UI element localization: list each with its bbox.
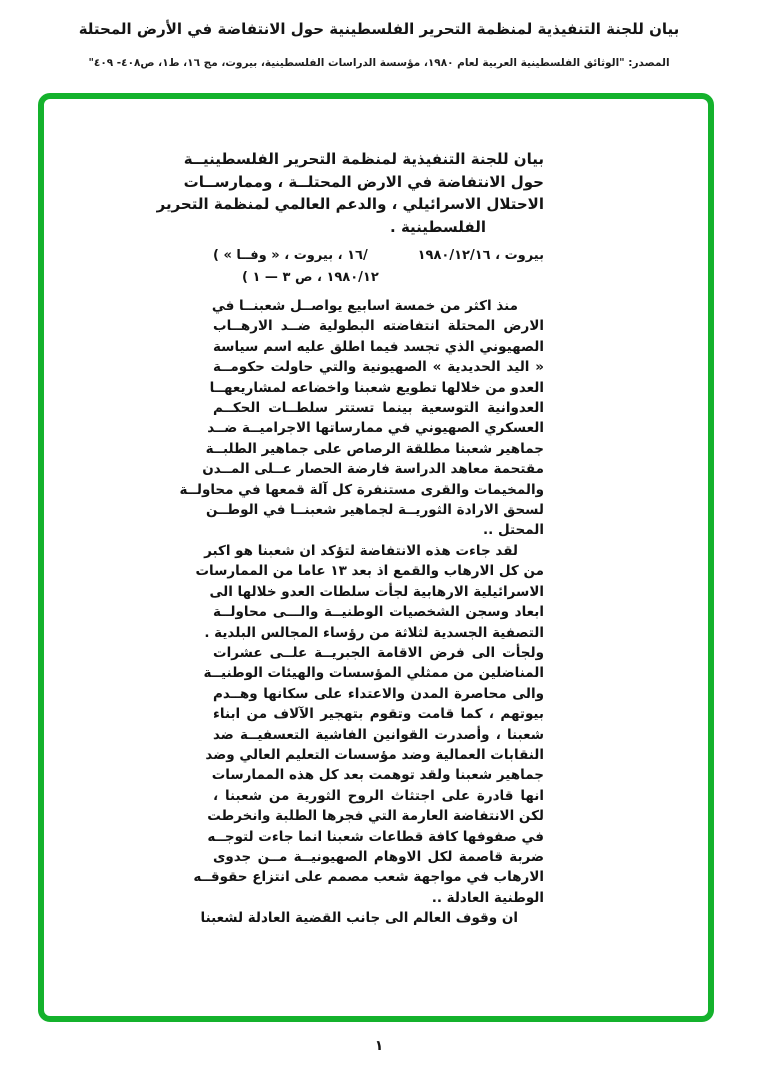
- text-line: مقتحمة معاهد الدراسة فارضة الحصار عــلى المــدن: [202, 461, 544, 478]
- document-title-line: بيان للجنة التنفيذية لمنظمة التحرير الفلسطينيــة: [183, 150, 544, 168]
- document-title-line: حول الانتفاضة في الارض المحتلــة ، وممارســات: [183, 172, 544, 191]
- text-line: « اليد الحديدية » الصهيونية والتي حاولت حكومــة: [213, 359, 544, 376]
- text-line: من كل الارهاب والقمع اذ بعد ١٣ عاما من الممارسات: [195, 563, 544, 580]
- citation-token: ص: [294, 270, 313, 285]
- citation-token: » ،: [266, 248, 294, 263]
- text-line: ولجأت الى فرض الاقامة الجبريــة علــى عشرات: [213, 644, 544, 661]
- text-line: الارهاب في مواجهة شعب مصمم على انتزاع حقوقــه: [193, 869, 544, 886]
- citation-token: وفــا: [236, 248, 267, 263]
- text-line: انها قادرة على اجتثاث الروح الثورية من شعبنا ،: [213, 787, 544, 804]
- text-line: العدوانية التوسعية بينما تستتر سلطــات الحكــم: [213, 400, 544, 417]
- text-line: جماهير شعبنا ولقد توهمت بعد كل هذه الممارسات: [211, 767, 544, 784]
- text-line: الوطنية العادلة ..: [431, 889, 544, 906]
- text-line: الارض المحتلة انتفاضته البطولية ضــد الارهــاب: [213, 318, 544, 335]
- text-line: المحتل ..: [483, 522, 544, 539]
- text-line: المناضلين من ممثلي المؤسسات والهيئات الوطنيــة: [203, 665, 544, 682]
- citation-token: ١٩٨٠/١٢: [326, 270, 379, 285]
- citation-token: بيروت: [293, 248, 334, 263]
- dateline-row: [213, 245, 544, 267]
- text-line: ابعاد وسجن الشخصيات الوطنيــة والـــى محاولــة: [213, 604, 544, 621]
- dateline-block: [213, 245, 544, 289]
- text-line: الاسرائيلية الارهابية لجأت سلطات العدو خلالها الى: [209, 583, 544, 600]
- document-body: [156, 148, 544, 929]
- document-title-block: [156, 148, 544, 238]
- paragraph-1: [179, 296, 544, 541]
- paragraph-3: [200, 908, 544, 928]
- text-line: لسحق الارادة الثوريــة لجماهير شعبنــا في الوطــن: [206, 502, 544, 519]
- source-citation-line: المصدر: "الوثائق الفلسطينية العربية لعام ١٩٨٠، مؤسسة الدراسات الفلسطينية، بيروت، مج ١٦، ط١، ص٤٠٨- ٤٠٩": [88, 57, 670, 69]
- document-title-line: الاحتلال الاسرائيلي ، والدعم العالمي لمنظمة التحرير: [156, 195, 544, 213]
- text-line: في صفوفها كافة قطاعات شعبنا انما جاءت لتوجــه: [207, 828, 544, 845]
- paragraph-2: [193, 541, 544, 908]
- text-line: لقد جاءت هذه الانتفاضة لتؤكد ان شعبنا هو اكبر: [204, 542, 518, 559]
- text-line: جماهير شعبنا مطلقة الرصاص على جماهير الطلبــة: [205, 440, 544, 457]
- text-line: الصهيوني الذي تجسد فيما اطلق عليه اسم سياسة: [213, 338, 544, 355]
- page-number: ١: [374, 1038, 384, 1054]
- citation-token: ( «: [213, 248, 237, 263]
- text-line: والمخيمات والقرى مستنفرة كل آلة قمعها في محاولــة: [179, 481, 544, 498]
- text-line: العدو من خلالها تطويع شعبنا واخضاعه لمشاريعهــا: [209, 379, 544, 396]
- text-line: منذ اكثر من خمسة اسابيع يواصــل شعبنــا في: [211, 298, 518, 314]
- citation-token: ،: [312, 270, 327, 285]
- text-line: التصفية الجسدية لثلاثة من رؤساء المجالس البلدية .: [204, 624, 544, 641]
- text-line: شعبنا ، وأصدرت القوانين الفاشية التعسفيــة ضد: [213, 726, 544, 743]
- agency-citation-end: [213, 267, 544, 289]
- document-title-line: الفلسطينية .: [390, 217, 486, 236]
- text-line: ان وقوف العالم الى جانب القضية العادلة لشعبنا: [200, 910, 518, 927]
- dateline-place-date: بيروت ، ١٩٨٠/١٢/١٦: [417, 248, 544, 263]
- paragraphs-container: [179, 296, 544, 929]
- text-line: والى محاصرة المدن والاعتداء على سكانها وهــدم: [213, 685, 544, 702]
- text-line: بيوتهم ، كما قامت وتقوم بتهجير الآلاف من ابناء: [213, 706, 544, 723]
- text-line: العسكري الصهيوني في ممارساتها الاجراميــة ضــد: [207, 420, 544, 437]
- agency-citation-start: [213, 245, 368, 267]
- citation-token: ( ٣ — ١: [242, 270, 295, 285]
- citation-token: ، ١٦/: [333, 248, 368, 263]
- page-header-title: بيان للجنة التنفيذية لمنظمة التحرير الفلسطينية حول الانتفاضة في الأرض المحتلة: [78, 20, 680, 38]
- text-line: لكن الانتفاضة العارمة التي فجرها الطلبة وانخرطت: [207, 808, 544, 825]
- text-line: النقابات العمالية وضد مؤسسات التعليم العالي وضد: [205, 746, 544, 763]
- text-line: ضربة قاصمة لكل الاوهام الصهيونيــة مــن جدوى: [213, 848, 544, 865]
